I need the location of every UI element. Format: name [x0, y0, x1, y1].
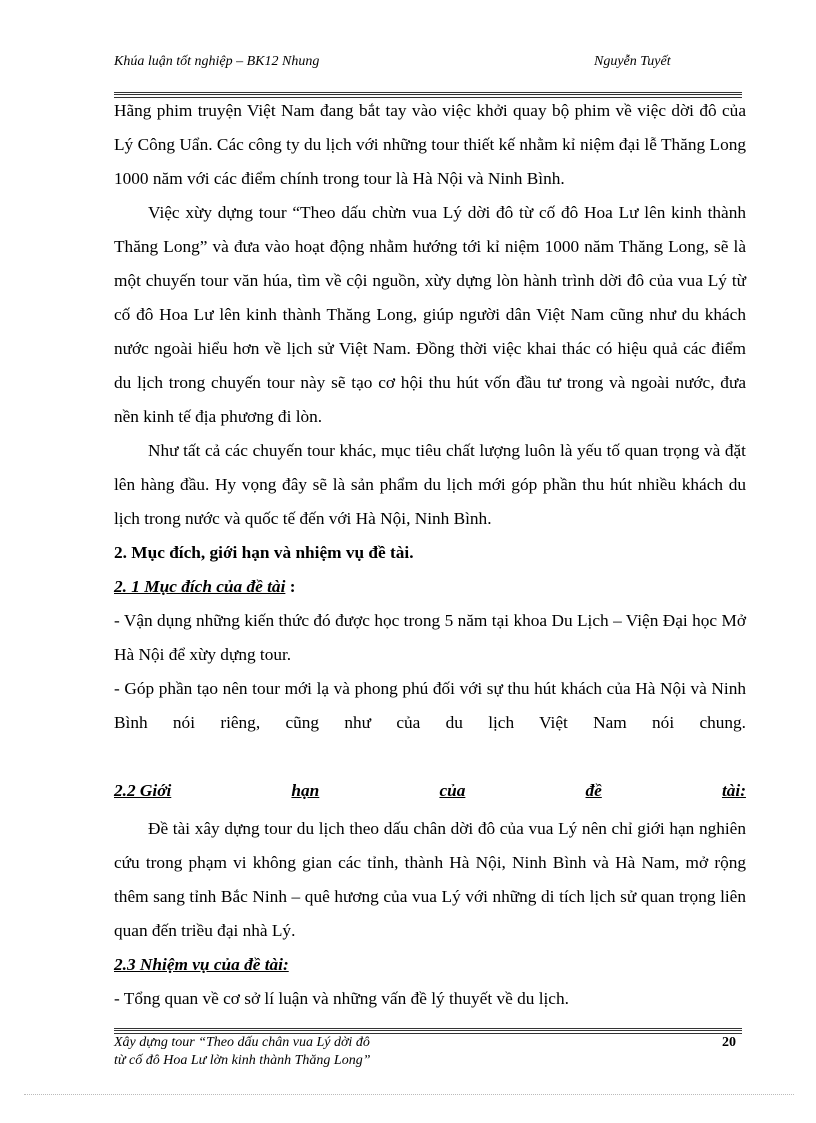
- heading-word: 2.2 Giới: [114, 781, 172, 800]
- spacer: [114, 740, 746, 774]
- page-bottom-dotted-line: [24, 1094, 794, 1095]
- subsection-heading-2-1: [114, 570, 746, 604]
- page-body: [114, 94, 746, 1016]
- header-title: Khúa luận tốt nghiệp – BK12 Nhung: [114, 54, 320, 69]
- subsection-title-2-1: 2. 1 Mục đích của đề tài: [114, 577, 286, 596]
- subsection-colon: :: [285, 577, 296, 596]
- heading-word: đề: [585, 781, 602, 800]
- heading-word: tài:: [721, 781, 746, 800]
- paragraph-tour-purpose: Việc xừy dựng tour “Theo dấu chừn vua Lý dời đô từ cố đô Hoa Lư lên kinh thành Thăng Long” và đưa vào hoạt động nhằm hướng tới kỉ niệm 1000 năm Thăng Long, sẽ là một chuyến tour văn húa, tìm về cội nguồn, xừy dựng lòn hành trình dời đô của vua Lý từ cố đô Hoa Lư lên kinh thành Thăng Long, giúp người dân Việt Nam cũng như du khách nước ngoài hiểu hơn về lịch sử Việt Nam. Đồng thời việc khai thác có hiệu quả các điểm du lịch trong chuyến tour này sẽ tạo cơ hội thu hút vốn đầu tư trong và ngoài nước, đưa nền kinh tế địa phương đi lòn.: [114, 203, 746, 426]
- paragraph-quality-goal: Như tất cả các chuyến tour khác, mục tiêu chất lượng luôn là yếu tố quan trọng và đặt lên hàng đầu. Hy vọng đây sẽ là sản phẩm du lịch mới góp phần thu hút nhiều khách du lịch trong nước và quốc tế đến với Hà Nội, Ninh Bình.: [114, 441, 746, 528]
- page-number: 20: [722, 1035, 736, 1050]
- footer-line: từ cố đô Hoa Lư lờn kinh thành Thăng Long”: [114, 1053, 371, 1068]
- list-item: - Vận dụng những kiến thức đó được học trong 5 năm tại khoa Du Lịch – Viện Đại học Mở Hà Nội để xừy dựng tour.: [114, 611, 746, 664]
- subsection-heading-2-2: [114, 774, 746, 808]
- header-author: Nguyễn Tuyết: [594, 54, 671, 69]
- paragraph-scope: Đề tài xây dựng tour du lịch theo dấu chân dời đô của vua Lý nên chỉ giới hạn nghiên cứu trong phạm vi không gian các tỉnh, thành Hà Nội, Ninh Bình và Hà Nam, mở rộng thêm sang tỉnh Bắc Ninh – quê hương của vua Lý với những di tích lịch sử quan trọng liên quan đến triều đại nhà Lý.: [114, 819, 746, 940]
- list-item: - Tổng quan về cơ sở lí luận và những vấn đề lý thuyết về du lịch.: [114, 989, 569, 1008]
- footer-title: [114, 1034, 474, 1070]
- footer-line: Xây dựng tour “Theo dấu chân vua Lý dời đô: [114, 1035, 370, 1050]
- subsection-heading-2-3: 2.3 Nhiệm vụ của đề tài:: [114, 955, 289, 974]
- page-header: [114, 52, 744, 92]
- heading-word: của: [439, 781, 466, 800]
- paragraph-intro-continued: Hãng phim truyện Việt Nam đang bắt tay vào việc khởi quay bộ phim về việc dời đô của Lý Công Uẩn. Các công ty du lịch với những tour thiết kế nhằm kỉ niệm đại lễ Thăng Long 1000 năm với các điểm chính trong tour là Hà Nội và Ninh Bình.: [114, 101, 746, 188]
- heading-word: hạn: [291, 781, 320, 800]
- list-item: - Góp phần tạo nên tour mới lạ và phong phú đối với sự thu hút khách của Hà Nội và Ninh Bình nói riêng, cũng như của du lịch Việt Nam nói chung.: [114, 679, 746, 732]
- section-heading-2: 2. Mục đích, giới hạn và nhiệm vụ đề tài.: [114, 543, 414, 562]
